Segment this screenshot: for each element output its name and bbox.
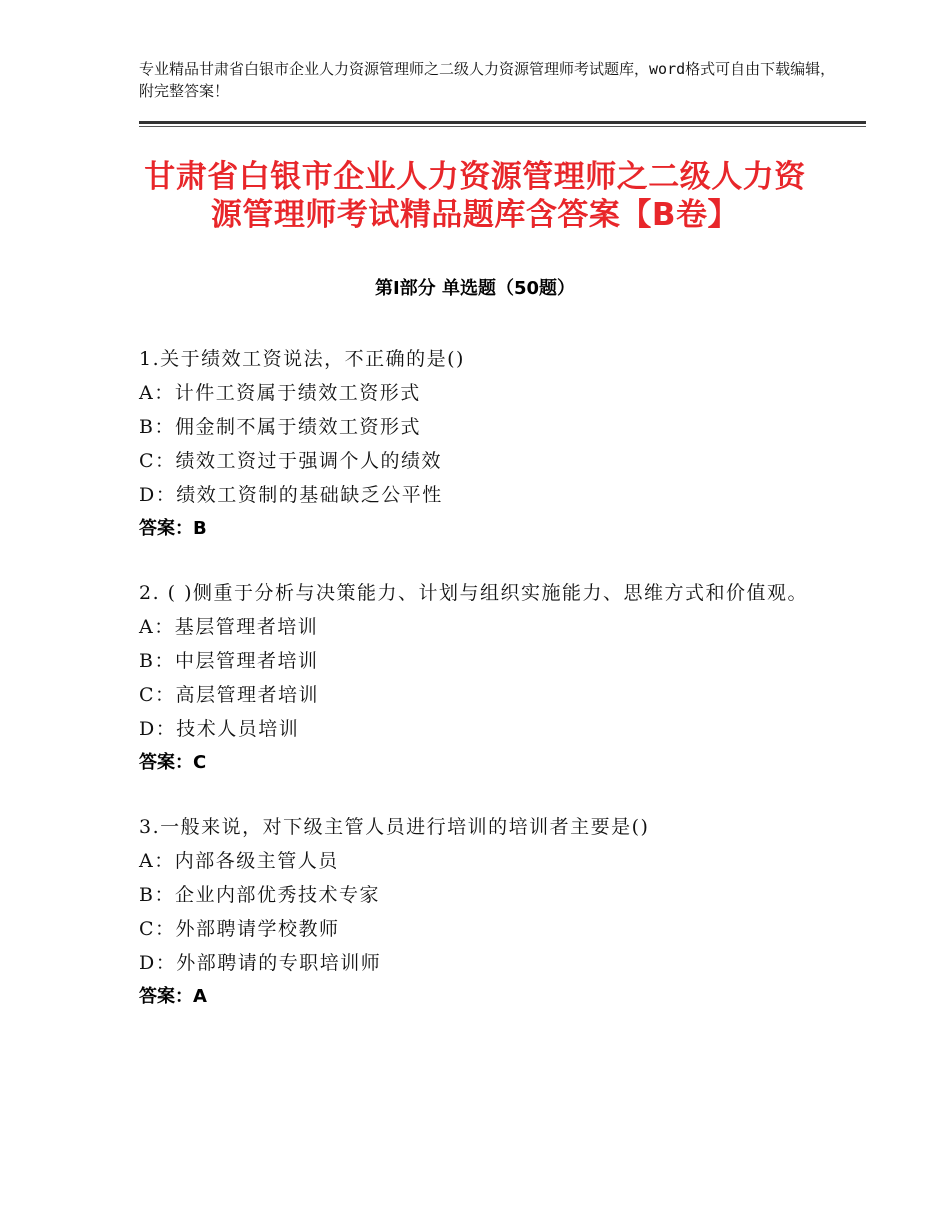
- option-d: D：外部聘请的专职培训师: [139, 952, 382, 974]
- question-stem: 3.一般来说，对下级主管人员进行培训的培训者主要是(): [139, 816, 650, 838]
- option-c: C：绩效工资过于强调个人的绩效: [139, 450, 443, 472]
- question-1: [139, 342, 819, 546]
- option-c: C：外部聘请学校教师: [139, 918, 340, 940]
- question-2: [139, 576, 819, 780]
- question-stem: 1.关于绩效工资说法，不正确的是(): [139, 348, 465, 370]
- answer: 答案：A: [139, 986, 207, 1007]
- header-divider-thick: [139, 121, 866, 124]
- answer: 答案：C: [139, 752, 207, 773]
- option-a: A：计件工资属于绩效工资形式: [139, 382, 421, 404]
- document-title: 甘肃省白银市企业人力资源管理师之二级人力资源管理师考试精品题库含答案【B卷】: [144, 159, 806, 233]
- option-d: D：技术人员培训: [139, 718, 300, 740]
- question-list: [139, 342, 819, 1044]
- option-a: A：基层管理者培训: [139, 616, 319, 638]
- option-b: B：企业内部优秀技术专家: [139, 884, 380, 906]
- option-b: B：中层管理者培训: [139, 650, 319, 672]
- answer: 答案：B: [139, 518, 207, 539]
- question-stem: 2. ( )侧重于分析与决策能力、计划与组织实施能力、思维方式和价值观。: [139, 582, 809, 604]
- option-d: D：绩效工资制的基础缺乏公平性: [139, 484, 443, 506]
- option-a: A：内部各级主管人员: [139, 850, 339, 872]
- option-c: C：高层管理者培训: [139, 684, 320, 706]
- option-b: B：佣金制不属于绩效工资形式: [139, 416, 421, 438]
- header-note: 专业精品甘肃省白银市企业人力资源管理师之二级人力资源管理师考试题库，word格式可自由下载编辑，附完整答案！: [139, 60, 836, 100]
- section-heading: 第Ⅰ部分 单选题（50题）: [374, 278, 575, 299]
- header-divider-thin: [139, 126, 866, 127]
- question-3: [139, 810, 819, 1014]
